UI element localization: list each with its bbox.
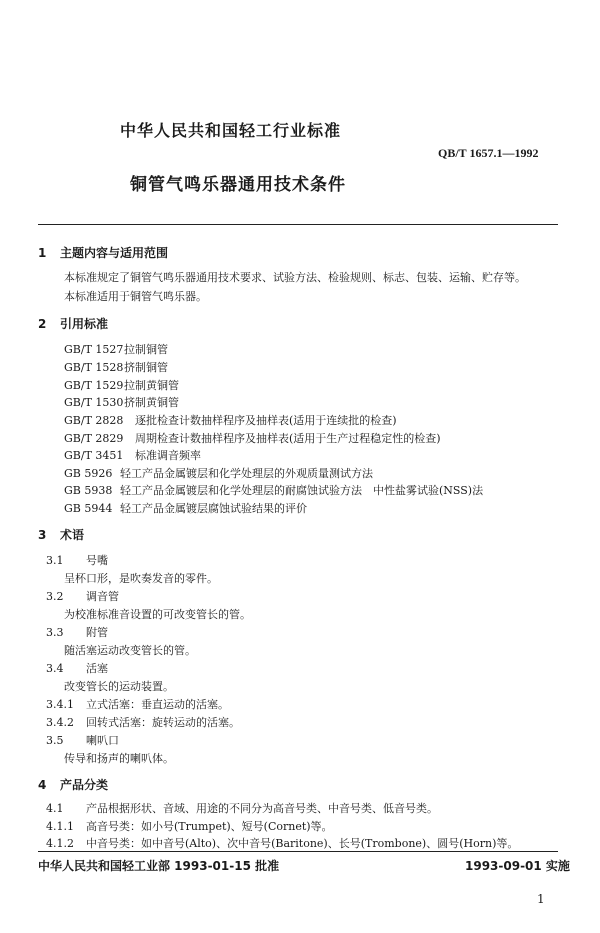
term-name: 附管	[86, 626, 108, 639]
term-definition: 随活塞运动改变管长的管。	[64, 644, 196, 657]
section-number: 4	[38, 778, 47, 792]
reference-name: 挤制黄铜管	[124, 396, 179, 409]
section-title: 主题内容与适用范围	[60, 246, 169, 260]
term-definition: 改变管长的运动装置。	[64, 680, 174, 693]
issuing-authority: 中华人民共和国轻工行业标准	[120, 121, 342, 140]
section-1-paragraph-2: 本标准适用于铜管气鸣乐器。	[64, 290, 207, 303]
reference-name: 拉制铜管	[124, 343, 168, 356]
section-number: 3	[38, 528, 47, 542]
document-title: 铜管气鸣乐器通用技术条件	[130, 175, 346, 195]
reference-code: GB 5944	[64, 502, 113, 515]
reference-code: GB 5926	[64, 467, 113, 480]
reference-name: 标准调音频率	[135, 449, 201, 462]
item-text: 中音号类：如中音号(Alto)、次中音号(Baritone)、长号(Trombone)、圆号(Horn)等。	[86, 837, 519, 850]
reference-item	[64, 500, 307, 516]
reference-item	[64, 341, 168, 357]
footer-divider	[38, 851, 558, 852]
reference-code: GB/T 1529	[64, 379, 124, 392]
subterm-line	[46, 696, 229, 712]
section-2-heading	[38, 315, 108, 332]
term-number: 3.3	[46, 626, 64, 639]
section-title: 引用标准	[60, 317, 109, 331]
reference-item	[64, 359, 168, 375]
reference-code: GB/T 1530	[64, 396, 124, 409]
item-number: 4.1.2	[46, 837, 74, 850]
effective-date: 1993-09-01 实施	[465, 859, 570, 873]
section-3-heading	[38, 526, 84, 543]
reference-code: GB/T 1528	[64, 361, 124, 374]
header-divider	[38, 224, 558, 225]
term-definition: 呈杯口形，是吹奏发音的零件。	[64, 572, 218, 585]
term-number: 3.5	[46, 734, 64, 747]
reference-item	[64, 377, 179, 393]
reference-name: 周期检查计数抽样程序及抽样表(适用于生产过程稳定性的检查)	[135, 432, 441, 445]
subterm-text: 立式活塞：垂直运动的活塞。	[86, 698, 229, 711]
reference-name: 逐批检查计数抽样程序及抽样表(适用于连续批的检查)	[135, 414, 397, 427]
reference-code: GB/T 3451	[64, 449, 124, 462]
term-number: 3.4	[46, 662, 64, 675]
item-number: 4.1.1	[46, 820, 74, 833]
term-name: 活塞	[86, 662, 108, 675]
reference-item	[64, 447, 201, 463]
section-title: 产品分类	[60, 778, 109, 792]
reference-item	[64, 482, 483, 498]
term-number: 3.2	[46, 590, 64, 603]
reference-name: 轻工产品金属镀层腐蚀试验结果的评价	[120, 502, 307, 515]
term-number: 3.4.1	[46, 698, 74, 711]
term-definition: 传导和扬声的喇叭体。	[64, 752, 174, 765]
term-heading	[46, 624, 108, 640]
item-number: 4.1	[46, 802, 64, 815]
approval-notice: 中华人民共和国轻工业部 1993-01-15 批准	[38, 859, 280, 873]
reference-code: GB 5938	[64, 484, 113, 497]
term-name: 号嘴	[86, 554, 108, 567]
classification-item	[46, 800, 438, 816]
section-1-heading	[38, 244, 168, 261]
section-4-heading	[38, 776, 108, 793]
reference-name: 轻工产品金属镀层和化学处理层的外观质量测试方法	[120, 467, 373, 480]
term-heading	[46, 660, 108, 676]
term-heading	[46, 588, 119, 604]
term-number: 3.1	[46, 554, 64, 567]
standard-code: QB/T 1657.1—1992	[438, 146, 539, 160]
term-definition: 为校准标准音设置的可改变管长的管。	[64, 608, 251, 621]
term-heading	[46, 552, 108, 568]
item-text: 高音号类：如小号(Trumpet)、短号(Cornet)等。	[86, 820, 333, 833]
reference-name: 轻工产品金属镀层和化学处理层的耐腐蚀试验方法 中性盐雾试验(NSS)法	[120, 484, 484, 497]
subterm-line	[46, 714, 240, 730]
reference-code: GB/T 1527	[64, 343, 124, 356]
item-text: 产品根据形状、音域、用途的不同分为高音号类、中音号类、低音号类。	[86, 802, 438, 815]
term-name: 调音管	[86, 590, 119, 603]
section-1-paragraph-1: 本标准规定了铜管气鸣乐器通用技术要求、试验方法、检验规则、标志、包装、运输、贮存等。	[64, 271, 526, 284]
term-heading	[46, 732, 119, 748]
term-name: 喇叭口	[86, 734, 119, 747]
term-number: 3.4.2	[46, 716, 74, 729]
reference-name: 拉制黄铜管	[124, 379, 179, 392]
section-number: 2	[38, 317, 47, 331]
subterm-text: 回转式活塞：旋转运动的活塞。	[86, 716, 240, 729]
reference-item	[64, 465, 373, 481]
reference-code: GB/T 2829	[64, 432, 124, 445]
section-title: 术语	[60, 528, 85, 542]
reference-code: GB/T 2828	[64, 414, 124, 427]
reference-item	[64, 430, 441, 446]
reference-item	[64, 394, 179, 410]
classification-item	[46, 818, 333, 834]
section-number: 1	[38, 246, 47, 260]
reference-item	[64, 412, 397, 428]
classification-item	[46, 835, 518, 851]
reference-name: 挤制铜管	[124, 361, 168, 374]
page-number: 1	[537, 892, 545, 906]
